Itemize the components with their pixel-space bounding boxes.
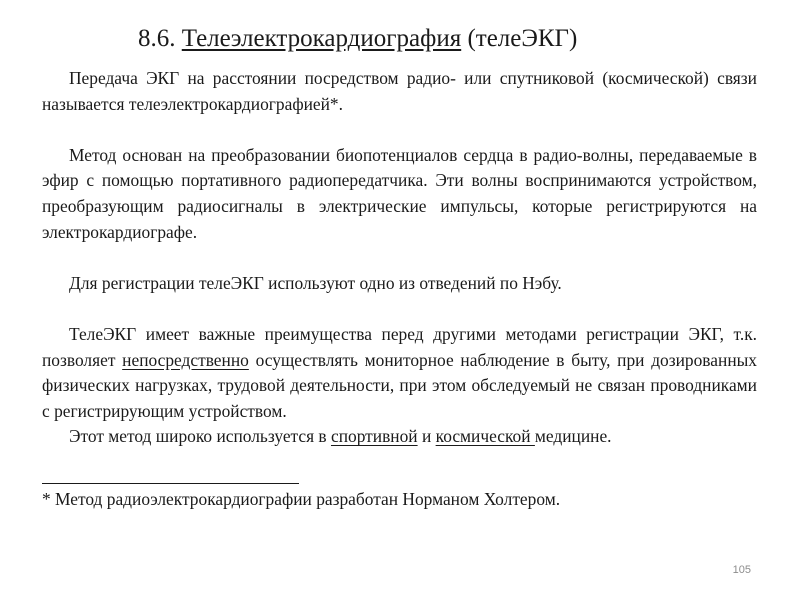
usage-text-end: медицине. xyxy=(534,426,612,447)
paragraph-gap xyxy=(42,296,757,322)
slide-body xyxy=(42,66,757,513)
footnote-divider xyxy=(42,483,299,484)
title-abbreviation: (телеЭКГ) xyxy=(467,25,578,52)
paragraph-gap xyxy=(42,117,757,143)
paragraph-advantages xyxy=(42,322,757,424)
advantages-text-end: осуществлять мониторное наблюдение в быту, при дозированных физических нагрузках, трудовой деятельности, при этом обследуемый не связан проводниками с регистрирующим устройством. xyxy=(42,349,757,421)
advantages-text-start: ТелеЭКГ имеет важные преимущества перед другими методами регистрации ЭКГ, т.к. позволяет xyxy=(42,323,757,370)
slide-title xyxy=(138,22,577,56)
paragraph-leads: Для регистрации телеЭКГ используют одно из отведений по Нэбу. xyxy=(69,272,562,293)
page-number: 105 xyxy=(732,564,751,576)
usage-text-start: Этот метод широко используется в xyxy=(69,426,331,447)
paragraph-definition: Передача ЭКГ на расстоянии посредством радио- или спутниковой (космической) связи называется телеэлектрокардиографией*. xyxy=(42,68,757,114)
title-term: Телеэлектрокардиография xyxy=(181,25,462,52)
title-number: 8.6. xyxy=(138,25,176,52)
advantages-underlined-term: непосредственно xyxy=(122,349,249,370)
paragraph-gap xyxy=(42,245,757,271)
usage-underlined-sports: спортивной xyxy=(330,426,418,447)
paragraph-usage xyxy=(42,424,757,450)
usage-text-middle: и xyxy=(417,426,436,447)
usage-underlined-space: космической xyxy=(435,426,535,447)
footnote: * Метод радиоэлектрокардиографии разработан Норманом Холтером. xyxy=(42,488,561,509)
paragraph-method: Метод основан на преобразовании биопотенциалов сердца в радио-волны, передаваемые в эфир с помощью портативного радиопередатчика. Эти волны воспринимаются устройством, преобразующим радиосигналы в электрические импульсы, которые регистрируются на электрокардиографе. xyxy=(42,144,757,242)
